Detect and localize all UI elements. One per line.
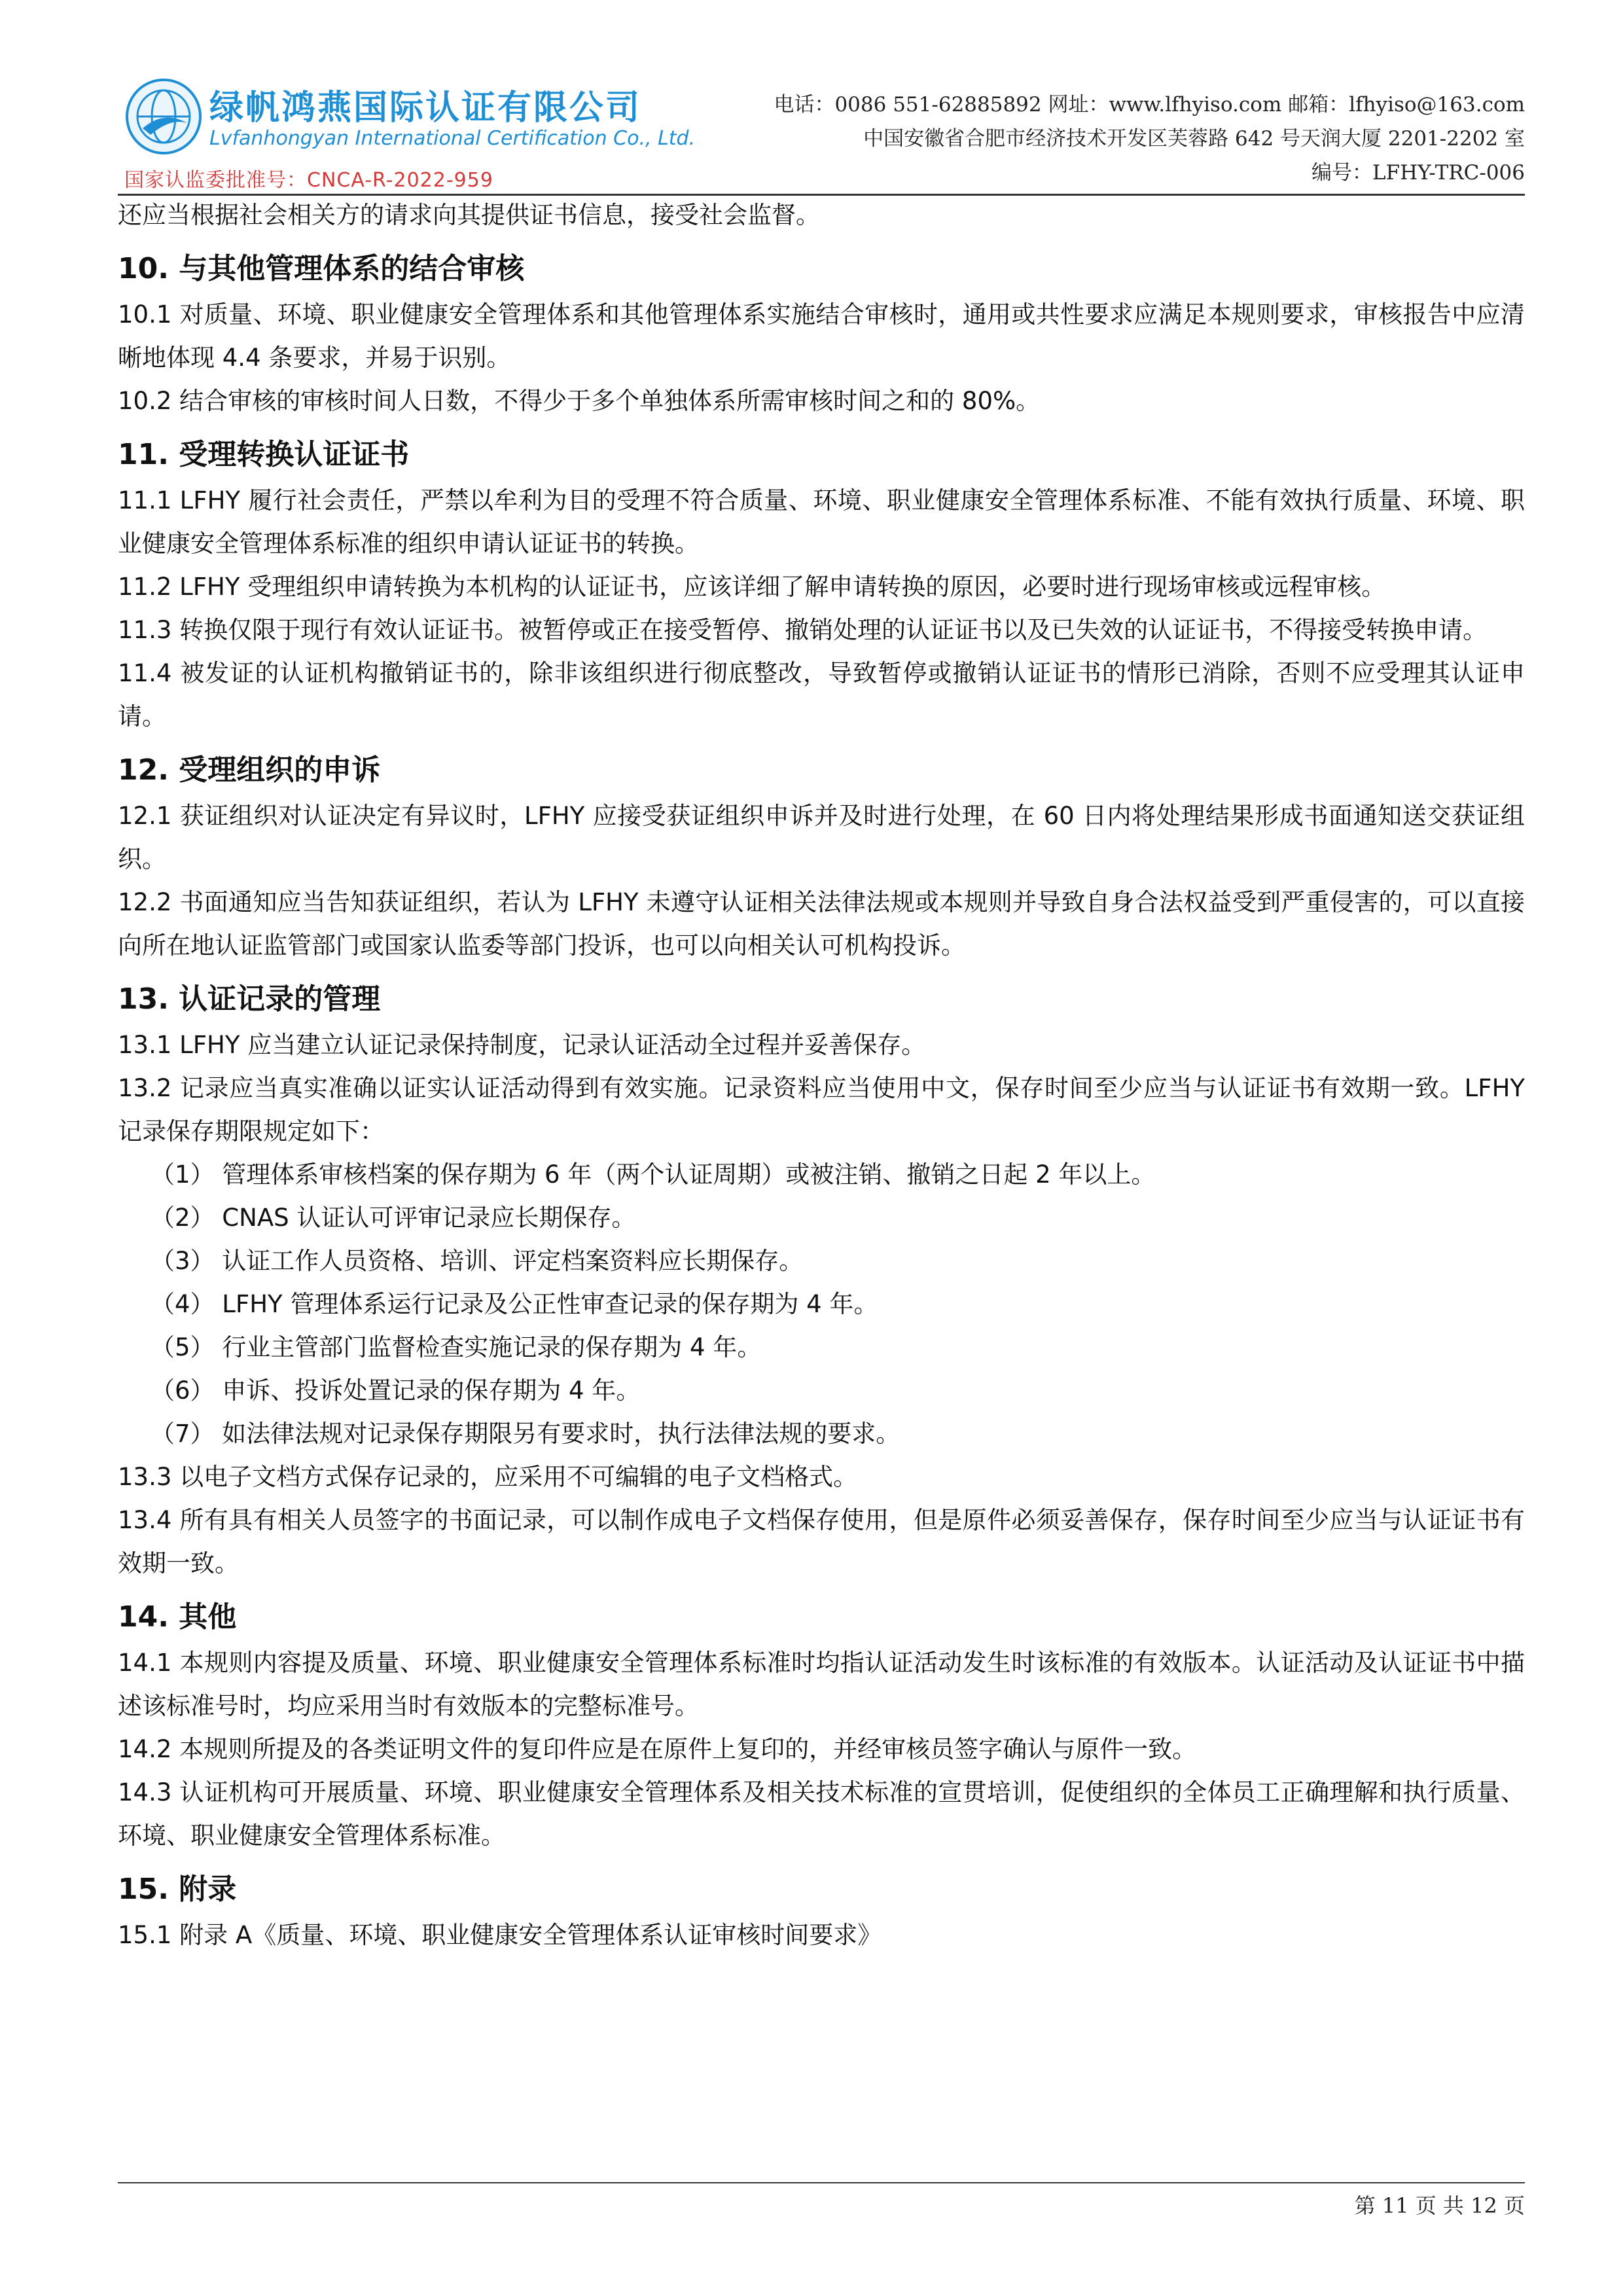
paragraph-10-1: 10.1 对质量、环境、职业健康安全管理体系和其他管理体系实施结合审核时，通用或共性要求应满足本规则要求，审核报告中应清晰地体现 4.4 条要求，并易于识别。 [118, 300, 1525, 372]
page-number: 第 11 页 共 12 页 [1354, 2193, 1525, 2218]
paragraph-13-3: 13.3 以电子文档方式保存记录的，应采用不可编辑的电子文档格式。 [118, 1463, 858, 1491]
paragraph-12-2: 12.2 书面通知应当告知获证组织，若认为 LFHY 未遵守认证相关法律法规或本规则并导致自身合法权益受到严重侵害的，可以直接向所在地认证监管部门或国家认监委等部门投诉，也可以向相关认可机构投诉。 [118, 888, 1525, 960]
retention-list [118, 1153, 1525, 1456]
footer-divider [118, 2182, 1525, 2183]
paragraph-14-1: 14.1 本规则内容提及质量、环境、职业健康安全管理体系标准时均指认证活动发生时该标准的有效版本。认证活动及认证证书中描述该标准号时，均应采用当时有效版本的完整标准号。 [118, 1649, 1525, 1720]
paragraph-13-1: 13.1 LFHY 应当建立认证记录保持制度，记录认证活动全过程并妥善保存。 [118, 1031, 926, 1059]
list-item: （1） 管理体系审核档案的保存期为 6 年（两个认证周期）或被注销、撤销之日起 2 年以上。 [151, 1160, 1156, 1189]
list-item: （3） 认证工作人员资格、培训、评定档案资料应长期保存。 [151, 1247, 804, 1275]
section-11-heading: 11. 受理转换认证证书 [118, 438, 410, 471]
document-body [118, 194, 1525, 1957]
company-logo [118, 71, 696, 195]
list-item: （4） LFHY 管理体系运行记录及公正性审查记录的保存期为 4 年。 [151, 1290, 878, 1318]
paragraph-15-1: 15.1 附录 A《质量、环境、职业健康安全管理体系认证审核时间要求》 [118, 1921, 882, 1949]
address-line: 中国安徽省合肥市经济技术开发区芙蓉路 642 号天润大厦 2201-2202 室 [863, 127, 1525, 151]
page-header [118, 71, 1525, 195]
section-15-heading: 15. 附录 [118, 1873, 237, 1906]
paragraph-13-2: 13.2 记录应当真实准确以证实认证活动得到有效实施。记录资料应当使用中文，保存时间至少应当与认证证书有效期一致。LFHY 记录保存期限规定如下： [118, 1074, 1525, 1145]
intro-paragraph: 还应当根据社会相关方的请求向其提供证书信息，接受社会监督。 [118, 201, 820, 229]
section-14-heading: 14. 其他 [118, 1600, 237, 1634]
paragraph-11-4: 11.4 被发证的认证机构撤销证书的，除非该组织进行彻底整改，导致暂停或撤销认证证书的情形已消除，否则不应受理其认证申请。 [118, 659, 1525, 730]
approval-number: 国家认监委批准号：CNCA-R-2022-959 [124, 169, 493, 192]
paragraph-11-2: 11.2 LFHY 受理组织申请转换为本机构的认证证书，应该详细了解申请转换的原因，必要时进行现场审核或远程审核。 [118, 573, 1386, 601]
contact-block [774, 88, 1525, 190]
section-13-heading: 13. 认证记录的管理 [118, 982, 381, 1016]
list-item: （6） 申诉、投诉处置记录的保存期为 4 年。 [151, 1376, 641, 1405]
list-item: （5） 行业主管部门监督检查实施记录的保存期为 4 年。 [151, 1333, 762, 1361]
section-10-heading: 10. 与其他管理体系的结合审核 [118, 252, 525, 285]
list-item: （2） CNAS 认证认可评审记录应长期保存。 [151, 1204, 636, 1232]
paragraph-14-3: 14.3 认证机构可开展质量、环境、职业健康安全管理体系及相关技术标准的宣贯培训，促使组织的全体员工正确理解和执行质量、环境、职业健康安全管理体系标准。 [118, 1778, 1525, 1850]
company-name-cn: 绿帆鸿燕国际认证有限公司 [209, 88, 642, 128]
paragraph-14-2: 14.2 本规则所提及的各类证明文件的复印件应是在原件上复印的，并经审核员签字确认与原件一致。 [118, 1735, 1197, 1763]
paragraph-11-1: 11.1 LFHY 履行社会责任，严禁以牟利为目的受理不符合质量、环境、职业健康安全管理体系标准、不能有效执行质量、环境、职业健康安全管理体系标准的组织申请认证证书的转换。 [118, 486, 1525, 558]
paragraph-11-3: 11.3 转换仅限于现行有效认证证书。被暂停或正在接受暂停、撤销处理的认证证书以及已失效的认证证书，不得接受转换申请。 [118, 616, 1488, 644]
section-12-heading: 12. 受理组织的申诉 [118, 753, 381, 787]
globe-logo-icon [124, 77, 203, 156]
paragraph-12-1: 12.1 获证组织对认证决定有异议时，LFHY 应接受获证组织申诉并及时进行处理，在 60 日内将处理结果形成书面通知送交获证组织。 [118, 802, 1525, 873]
paragraph-10-2: 10.2 结合审核的审核时间人日数，不得少于多个单独体系所需审核时间之和的 80%。 [118, 387, 1041, 415]
list-item: （7） 如法律法规对记录保存期限另有要求时，执行法律法规的要求。 [151, 1420, 901, 1448]
contact-line: 电话：0086 551-62885892 网址：www.lfhyiso.com 邮箱：lfhyiso@163.com [774, 93, 1525, 117]
document-number: 编号：LFHY-TRC-006 [1311, 161, 1525, 185]
paragraph-13-4: 13.4 所有具有相关人员签字的书面记录，可以制作成电子文档保存使用，但是原件必须妥善保存，保存时间至少应当与认证证书有效期一致。 [118, 1506, 1525, 1577]
company-name-en: Lvfanhongyan International Certification Co., Ltd. [209, 127, 696, 150]
